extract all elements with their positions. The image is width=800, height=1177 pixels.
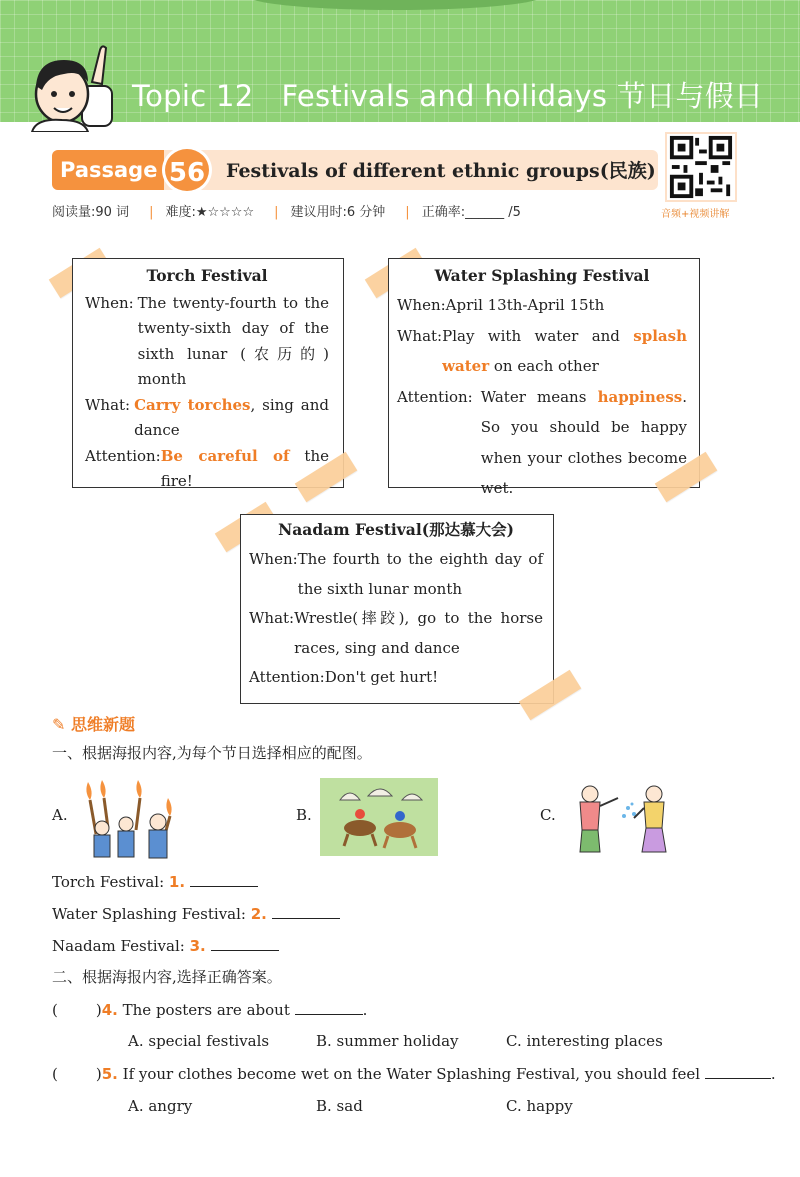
answer-paren-open[interactable]: ( (52, 1001, 58, 1019)
answer-blank[interactable] (190, 872, 258, 887)
attention-text: Don't get hurt! (324, 668, 439, 686)
passage-number: 56 (162, 146, 212, 194)
passage-label: Passage (52, 150, 164, 190)
qr-code-icon (667, 134, 735, 200)
poster-torch-festival (72, 258, 344, 488)
topic-number: Topic 12 (132, 79, 254, 113)
qr-code[interactable] (665, 132, 737, 202)
question-number: 4. (101, 1001, 118, 1019)
option-b[interactable]: B. sad (316, 1097, 363, 1115)
poster-title: Torch Festival (146, 266, 268, 285)
what-label: What: (85, 395, 131, 414)
highlight-text: Be careful of (160, 446, 290, 465)
question-number: 5. (101, 1065, 118, 1083)
topic-header (0, 0, 800, 122)
answer-paren-close: ) (95, 1001, 102, 1019)
when-text: The fourth to the eighth day of the sixth lunar month (297, 550, 543, 598)
cartoon-boy-icon (22, 42, 122, 132)
poster-title: Naadam Festival(那达慕大会) (278, 520, 514, 539)
what-label: What: (249, 609, 295, 627)
attention-text: the fire! (160, 446, 329, 490)
attention-label: Attention: (249, 668, 325, 686)
question-4 (52, 1000, 367, 1019)
what-text: Play with water and (442, 326, 634, 345)
picture-label-a: A. (52, 806, 68, 824)
answer-blank[interactable] (211, 936, 279, 951)
naadam-festival-picture (320, 778, 438, 856)
option-c[interactable]: C. happy (506, 1097, 573, 1115)
attention-label: Attention: (85, 446, 161, 465)
difficulty-rating: 难度:★☆☆☆☆ (165, 205, 255, 220)
fill-label: Torch Festival: (52, 873, 165, 891)
attention-label: Attention: (397, 387, 473, 406)
question-text: If your clothes become wet on the Water Splashing Festival, you should feel (122, 1065, 701, 1083)
fill-row-water (52, 904, 340, 923)
part1-instruction: 一、根据海报内容,为每个节日选择相应的配图。 (52, 744, 372, 762)
attention-text: Water means (480, 387, 598, 406)
torch-festival-picture (80, 778, 186, 860)
question-number: 1. (168, 873, 186, 891)
qr-label: 音频+视频讲解 (661, 209, 730, 220)
poster-water-splashing-festival (388, 258, 700, 497)
header-decoration (245, 0, 545, 10)
when-label: When: (397, 296, 446, 314)
what-text: , sing and dance (134, 395, 329, 439)
option-c[interactable]: C. interesting places (506, 1032, 663, 1050)
answer-blank[interactable] (272, 904, 340, 919)
section-title (52, 712, 135, 735)
highlight-text: splash water (442, 326, 687, 375)
fill-label: Water Splashing Festival: (52, 905, 246, 923)
fill-label: Naadam Festival: (52, 937, 185, 955)
water-splashing-picture (570, 778, 674, 854)
word-count: 阅读量:90 词 (52, 205, 130, 220)
answer-blank (705, 1064, 771, 1079)
highlight-text: happiness (597, 387, 683, 406)
when-label: When: (249, 550, 298, 568)
topic-title (132, 74, 763, 115)
question-number: 2. (250, 905, 267, 923)
what-text: on each other (489, 357, 599, 375)
attention-text: . So you should be happy when your clothes become wet. (480, 387, 687, 497)
suggested-time: 建议用时:6 分钟 (290, 205, 386, 220)
lightbulb-icon: ✎ (52, 715, 71, 734)
option-a[interactable]: A. special festivals (128, 1032, 270, 1050)
highlight-text: Carry torches (134, 395, 251, 414)
part2-instruction: 二、根据海报内容,选择正确答案。 (52, 968, 282, 986)
what-text: Wrestle(摔跤), go to the horse races, sing and dance (294, 609, 543, 657)
question-5 (52, 1064, 776, 1083)
when-text: April 13th-April 15th (445, 296, 605, 314)
topic-name: Festivals and holidays 节日与假日 (281, 79, 764, 113)
section-title-text: 思维新题 (70, 715, 135, 734)
question-text-end: . (362, 1001, 368, 1019)
when-text: The twenty-fourth to the twenty-sixth day of the sixth lunar (农历的) month (137, 293, 329, 388)
what-label: What: (397, 326, 443, 345)
answer-paren-close: ) (95, 1065, 102, 1083)
answer-blank (295, 1000, 363, 1015)
poster-naadam-festival (240, 514, 554, 704)
picture-label-b: B. (296, 806, 312, 824)
option-a[interactable]: A. angry (128, 1097, 193, 1115)
question-text-end: . (770, 1065, 776, 1083)
answer-paren-open[interactable]: ( (52, 1065, 58, 1083)
when-label: When: (85, 293, 134, 312)
accuracy-rate: 正确率:______ /5 (421, 205, 521, 220)
question-number: 3. (189, 937, 206, 955)
picture-label-c: C. (540, 806, 556, 824)
question-text: The posters are about (122, 1001, 290, 1019)
poster-title: Water Splashing Festival (434, 266, 650, 285)
passage-title: Festivals of different ethnic groups(民族) (226, 160, 656, 182)
reading-stats: 阅读量:90 词 | 难度:★☆☆☆☆ | 建议用时:6 分钟 | 正确率:______ /5 (52, 205, 521, 220)
fill-row-naadam (52, 936, 279, 955)
fill-row-torch (52, 872, 258, 891)
option-b[interactable]: B. summer holiday (316, 1032, 459, 1050)
